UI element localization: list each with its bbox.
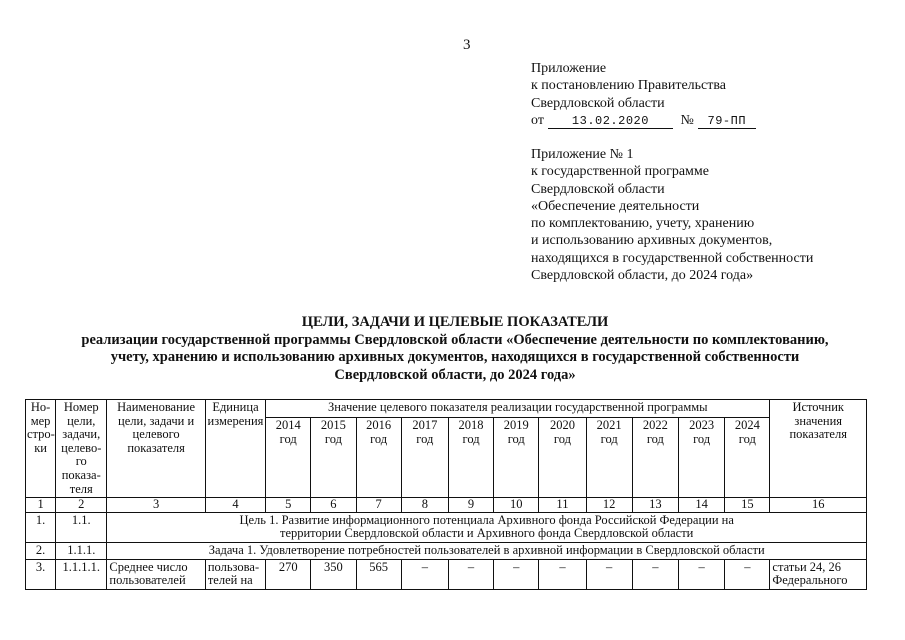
document-title — [40, 314, 870, 384]
table-row-task — [26, 542, 867, 559]
title-line: Свердловской области, до 2024 года» — [334, 366, 576, 383]
indicator-value: 270 — [266, 559, 311, 589]
appendix-program-line: находящихся в государственной собственности — [531, 250, 814, 266]
indicator-source-text: статьи 24, 26 Федерального — [772, 560, 848, 588]
indicator-source — [770, 559, 867, 589]
appendix-resolution — [531, 60, 756, 129]
indicator-value: – — [494, 559, 539, 589]
column-number: 3 — [107, 498, 205, 513]
column-number: 16 — [770, 498, 867, 513]
title-heading: ЦЕЛИ, ЗАДАЧИ И ЦЕЛЕВЫЕ ПОКАЗАТЕЛИ — [301, 314, 609, 330]
column-number: 11 — [539, 498, 586, 513]
appendix-program — [531, 146, 813, 284]
header-year: 2016 год — [356, 418, 401, 498]
column-number: 8 — [401, 498, 448, 513]
column-number: 14 — [679, 498, 725, 513]
table-row-indicator — [26, 559, 867, 589]
header-year: 2019 год — [494, 418, 539, 498]
column-number: 5 — [266, 498, 311, 513]
row-number: 1. — [26, 512, 56, 542]
appendix-program-line: Свердловской области, до 2024 года» — [531, 268, 754, 284]
indicator-name-text: Среднее число пользователей — [109, 560, 188, 588]
header-year: 2014 год — [266, 418, 311, 498]
header-name: Наименование цели, задачи и целевого показателя — [107, 400, 205, 498]
appendix-date-line — [531, 112, 756, 129]
column-number: 4 — [205, 498, 265, 513]
indicator-value: 565 — [356, 559, 401, 589]
header-source: Источник значения показателя — [770, 400, 867, 498]
title-line: реализации государственной программы Свердловской области «Обеспечение деятельности по комплектованию, — [81, 331, 829, 348]
column-number-row — [26, 498, 867, 513]
header-row-no: Но-мер стро-ки — [26, 400, 56, 498]
appendix-program-line: и использованию архивных документов, — [531, 233, 773, 249]
row-code: 1.1.1. — [56, 542, 107, 559]
header-row — [26, 400, 867, 418]
indicator-unit — [205, 559, 265, 589]
indicator-name — [107, 559, 205, 589]
column-number: 6 — [311, 498, 356, 513]
indicator-value: – — [725, 559, 770, 589]
column-number: 7 — [356, 498, 401, 513]
resolution-number: 79-ПП — [698, 114, 756, 129]
header-year: 2020 год — [539, 418, 586, 498]
page-number: 3 — [463, 37, 471, 53]
indicator-unit-text: пользова-телей на — [207, 560, 260, 588]
row-number: 2. — [26, 542, 56, 559]
table-row-goal — [26, 512, 867, 542]
appendix-program-line: «Обеспечение деятельности — [531, 198, 700, 214]
indicator-value: – — [401, 559, 448, 589]
header-goal-no: Номер цели, задачи, целево-го показа-теля — [56, 400, 107, 498]
header-year: 2021 год — [586, 418, 632, 498]
column-number: 15 — [725, 498, 770, 513]
header-year: 2015 год — [311, 418, 356, 498]
header-year: 2024 год — [725, 418, 770, 498]
resolution-date: 13.02.2020 — [548, 114, 673, 129]
column-number: 2 — [56, 498, 107, 513]
header-unit: Единица измерения — [205, 400, 265, 498]
appendix-program-line: Свердловской области — [531, 181, 665, 197]
column-number: 10 — [494, 498, 539, 513]
goals-table — [25, 399, 867, 590]
header-year: 2022 год — [632, 418, 678, 498]
date-prefix: от — [531, 112, 544, 128]
indicator-value: – — [539, 559, 586, 589]
appendix-line: Свердловской области — [531, 95, 665, 111]
header-year: 2018 год — [448, 418, 493, 498]
column-number: 9 — [448, 498, 493, 513]
header-year: 2023 год — [679, 418, 725, 498]
column-number: 13 — [632, 498, 678, 513]
goal-text: Цель 1. Развитие информационного потенциала Архивного фонда Российской Федерации на территории Свердловской области и Архивного фонда Свердловской области — [107, 512, 867, 542]
header-year: 2017 год — [401, 418, 448, 498]
appendix-program-line: Приложение № 1 — [531, 147, 634, 162]
title-line: учету, хранению и использованию архивных документов, находящихся в государственной собственности — [110, 349, 800, 365]
indicator-value: – — [679, 559, 725, 589]
header-value-group: Значение целевого показателя реализации государственной программы — [266, 400, 770, 418]
appendix-program-line: к государственной программе — [531, 164, 709, 180]
indicator-value: – — [586, 559, 632, 589]
indicator-value: 350 — [311, 559, 356, 589]
column-number: 12 — [586, 498, 632, 513]
number-prefix: № — [680, 112, 694, 128]
row-code: 1.1. — [56, 512, 107, 542]
appendix-program-line: по комплектованию, учету, хранению — [531, 216, 755, 232]
appendix-line: Приложение — [531, 61, 607, 76]
indicator-value: – — [632, 559, 678, 589]
row-code: 1.1.1.1. — [56, 559, 107, 589]
column-number: 1 — [26, 498, 56, 513]
row-number: 3. — [26, 559, 56, 589]
appendix-line: к постановлению Правительства — [531, 78, 727, 94]
task-text: Задача 1. Удовлетворение потребностей пользователей в архивной информации в Свердловской области — [107, 542, 867, 559]
indicator-value: – — [448, 559, 493, 589]
